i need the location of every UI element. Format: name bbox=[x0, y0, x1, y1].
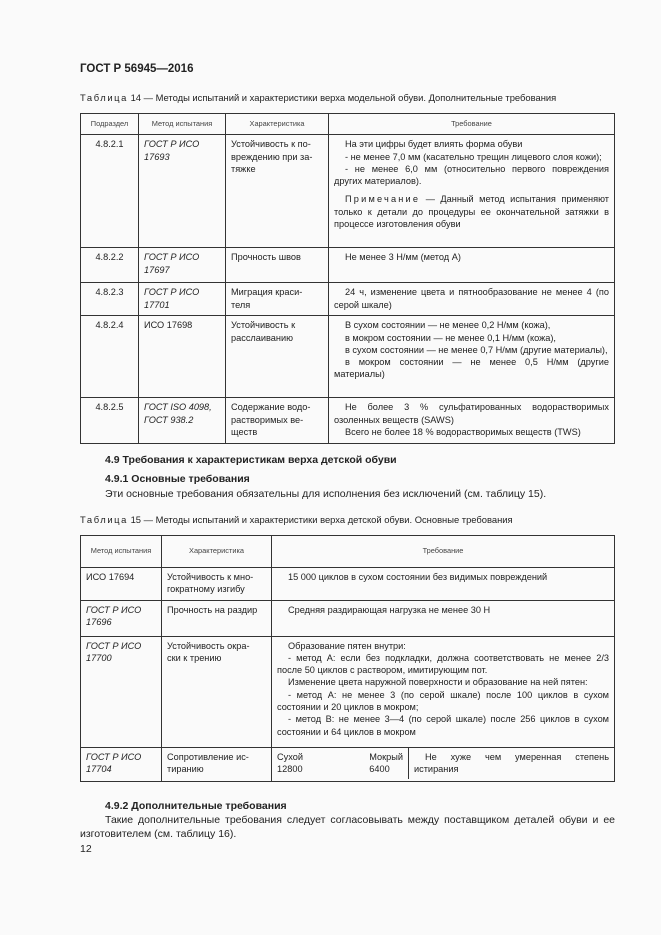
section-4-9-title: 4.9 Требования к характеристикам верха детской обуви bbox=[105, 454, 397, 466]
table-14-header-row bbox=[81, 114, 615, 135]
method-cell: ГОСТ Р ИСО 17693 bbox=[139, 135, 226, 248]
section-4-9-2-text: Такие дополнительные требования следует согласовывать между поставщиком деталей обуви и ее изготовителем (см. таблицу 16). bbox=[80, 814, 615, 840]
section-4-9-1-text: Эти основные требования обязательны для исполнения без исключений (см. таблицу 15). bbox=[105, 488, 547, 500]
table-row bbox=[81, 568, 615, 601]
abrasion-requirement: Не хуже чем умеренная степень истирания bbox=[408, 748, 614, 780]
method-cell: ГОСТ Р ИСО 17701 bbox=[139, 283, 226, 316]
method-cell: ГОСТ Р ИСО 17696 bbox=[81, 600, 162, 636]
abrasion-cycles bbox=[272, 748, 408, 780]
section-4-9-2-title: 4.9.2 Дополнительные требования bbox=[105, 800, 287, 812]
section-cell: 4.8.2.4 bbox=[81, 316, 139, 398]
table-row bbox=[81, 636, 615, 747]
table-row bbox=[81, 248, 615, 283]
characteristic-cell: Содержание водо- растворимых ве- ществ bbox=[226, 398, 329, 444]
table-15-caption bbox=[80, 514, 513, 525]
table-row bbox=[81, 600, 615, 636]
section-cell: 4.8.2.1 bbox=[81, 135, 139, 248]
table-15 bbox=[80, 535, 615, 782]
characteristic-cell: Миграция краси- теля bbox=[226, 283, 329, 316]
method-cell: ГОСТ Р ИСО 17697 bbox=[139, 248, 226, 283]
table-row bbox=[81, 283, 615, 316]
section-cell: 4.8.2.2 bbox=[81, 248, 139, 283]
characteristic-cell: Устойчивость к по- вреждению при за- тяжке bbox=[226, 135, 329, 248]
method-cell: ИСО 17694 bbox=[81, 568, 162, 601]
table-row bbox=[81, 398, 615, 444]
method-cell: ИСО 17698 bbox=[139, 316, 226, 398]
header-cell: Подраздел bbox=[81, 114, 139, 135]
characteristic-cell: Сопротивление ис- тиранию bbox=[162, 747, 272, 781]
header-cell: Характеристика bbox=[226, 114, 329, 135]
table-15-header-row bbox=[81, 536, 615, 568]
section-cell: 4.8.2.3 bbox=[81, 283, 139, 316]
requirement-cell: Образование пятен внутри: - метод А: если без подкладки, должна соответствовать не менее 2/3 после 50 циклов с раствором, имитирующим пот. Изменение цвета наружной поверхности и образование на ней пятен: - метод А: не менее 3 (по серой шкале) после 100 циклов в сухом состоянии и 20 циклов в мокром; - метод В: не менее 3—4 (по серой шкале) после 256 циклов в сухом состоянии и 64 циклов в мокром bbox=[272, 636, 615, 747]
table-15-caption-text: 15 — Методы испытаний и характеристики верха детской обуви. Основные требования bbox=[127, 514, 513, 525]
requirement-cell: На эти цифры будет влиять форма обуви - не менее 7,0 мм (касательно трещин лицевого слоя кожи); - не менее 6,0 мм (относительно первого повреждения других материалов). Примечание — Данный метод испытания применяют только к детали до процедуры ее окончательной затяжки в процессе изготовления обуви bbox=[329, 135, 615, 248]
characteristic-cell: Устойчивость к расслаиванию bbox=[226, 316, 329, 398]
header-cell: Требование bbox=[329, 114, 615, 135]
header-cell: Характеристика bbox=[162, 536, 272, 568]
document-header: ГОСТ Р 56945—2016 bbox=[80, 63, 194, 75]
table-14 bbox=[80, 113, 615, 444]
characteristic-cell: Прочность на раздир bbox=[162, 600, 272, 636]
method-cell: ГОСТ Р ИСО 17704 bbox=[81, 747, 162, 781]
header-cell: Требование bbox=[272, 536, 615, 568]
header-cell: Метод испытания bbox=[139, 114, 226, 135]
requirement-cell: Средняя раздирающая нагрузка не менее 30 Н bbox=[272, 600, 615, 636]
method-cell: ГОСТ ISO 4098, ГОСТ 938.2 bbox=[139, 398, 226, 444]
section-4-9-1-title: 4.9.1 Основные требования bbox=[105, 473, 250, 485]
requirement-cell: Не более 3 % сульфатированных водорастворимых озоленных веществ (SAWS) Всего не более 18 % водорастворимых веществ (TWS) bbox=[329, 398, 615, 444]
requirement-cell bbox=[272, 747, 615, 781]
table-14-caption-text: 14 — Методы испытаний и характеристики верха модельной обуви. Дополнительные требования bbox=[127, 92, 557, 103]
wet-cycles: Мокрый 6400 bbox=[369, 751, 403, 774]
characteristic-cell: Устойчивость окра- ски к трению bbox=[162, 636, 272, 747]
table-row bbox=[81, 135, 615, 248]
section-cell: 4.8.2.5 bbox=[81, 398, 139, 444]
characteristic-cell: Прочность швов bbox=[226, 248, 329, 283]
requirement-cell: В сухом состоянии — не менее 0,2 Н/мм (кожа), в мокром состоянии — не менее 0,1 Н/мм (кожа), в сухом состоянии — не менее 0,7 Н/мм (другие материалы), в мокром состоянии — не менее 0,5 Н/мм (другие материалы) bbox=[329, 316, 615, 398]
requirement-cell: Не менее 3 Н/мм (метод А) bbox=[329, 248, 615, 283]
method-cell: ГОСТ Р ИСО 17700 bbox=[81, 636, 162, 747]
table-14-caption bbox=[80, 92, 556, 103]
note: Примечание — Данный метод испытания применяют только к детали до процедуры ее окончательной затяжки в процессе изготовления обуви bbox=[334, 194, 609, 230]
table-15-caption-word: Таблица bbox=[80, 514, 128, 525]
dry-cycles: Сухой 12800 bbox=[277, 751, 303, 774]
header-cell: Метод испытания bbox=[81, 536, 162, 568]
characteristic-cell: Устойчивость к мно- гократному изгибу bbox=[162, 568, 272, 601]
requirement-cell: 15 000 циклов в сухом состоянии без видимых повреждений bbox=[272, 568, 615, 601]
table-row bbox=[81, 747, 615, 781]
requirement-cell: 24 ч, изменение цвета и пятнообразование не менее 4 (по серой шкале) bbox=[329, 283, 615, 316]
page-number: 12 bbox=[80, 843, 92, 855]
table-row bbox=[81, 316, 615, 398]
table-14-caption-word: Таблица bbox=[80, 92, 128, 103]
